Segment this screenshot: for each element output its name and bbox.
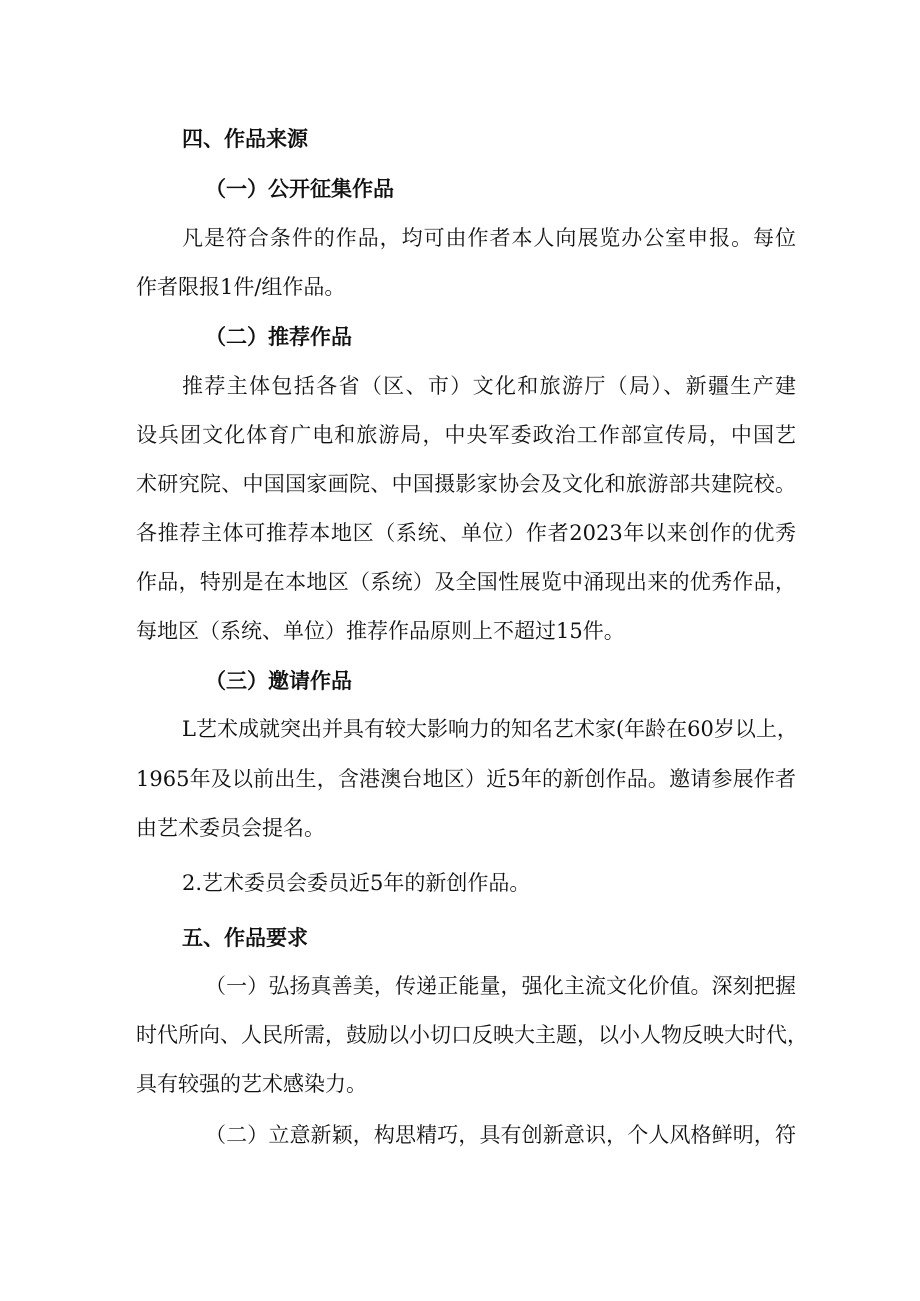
paragraph-line: 1965年及以前出生，含港澳台地区）近5年的新创作品。邀请参展作者: [136, 767, 796, 791]
paragraph-line: 推荐主体包括各省（区、市）文化和旅游厅（局）、新疆生产建: [182, 374, 796, 398]
section-heading-4: 四、作品来源: [182, 126, 308, 151]
paragraph-line: 作品，特别是在本地区（系统）及全国性展览中涌现出来的优秀作品，: [136, 570, 796, 594]
section-heading-5: 五、作品要求: [182, 925, 308, 950]
paragraph-line: （二）立意新颖，构思精巧，具有创新意识，个人风格鲜明，符: [205, 1123, 796, 1147]
paragraph-line: 术研究院、中国国家画院、中国摄影家协会及文化和旅游部共建院校。: [136, 472, 796, 496]
paragraph-line: 时代所向、人民所需，鼓励以小切口反映大主题，以小人物反映大时代，: [136, 1023, 808, 1047]
paragraph-line: L艺术成就突出并具有较大影响力的知名艺术家(年龄在60岁以上，: [182, 717, 798, 741]
subheading-recommended: （二）推荐作品: [205, 324, 352, 349]
paragraph-line: 具有较强的艺术感染力。: [136, 1072, 367, 1096]
paragraph-line: （一）弘扬真善美，传递正能量，强化主流文化价值。深刻把握: [205, 974, 796, 998]
paragraph-line: 各推荐主体可推荐本地区（系统、单位）作者2023年以来创作的优秀: [136, 521, 796, 545]
subheading-open-call: （一）公开征集作品: [205, 176, 394, 201]
list-item: 2.艺术委员会委员近5年的新创作品。: [182, 871, 531, 895]
paragraph-line: 每地区（系统、单位）推荐作品原则上不超过15件。: [136, 619, 625, 643]
paragraph-line: 作者限报1件/组作品。: [136, 275, 346, 299]
paragraph-line: 凡是符合条件的作品，均可由作者本人向展览办公室申报。每位: [182, 226, 796, 250]
subheading-invited: （三）邀请作品: [205, 668, 352, 693]
paragraph-line: 由艺术委员会提名。: [136, 816, 325, 840]
paragraph-line: 设兵团文化体育广电和旅游局，中央军委政治工作部宣传局，中国艺: [136, 423, 796, 447]
